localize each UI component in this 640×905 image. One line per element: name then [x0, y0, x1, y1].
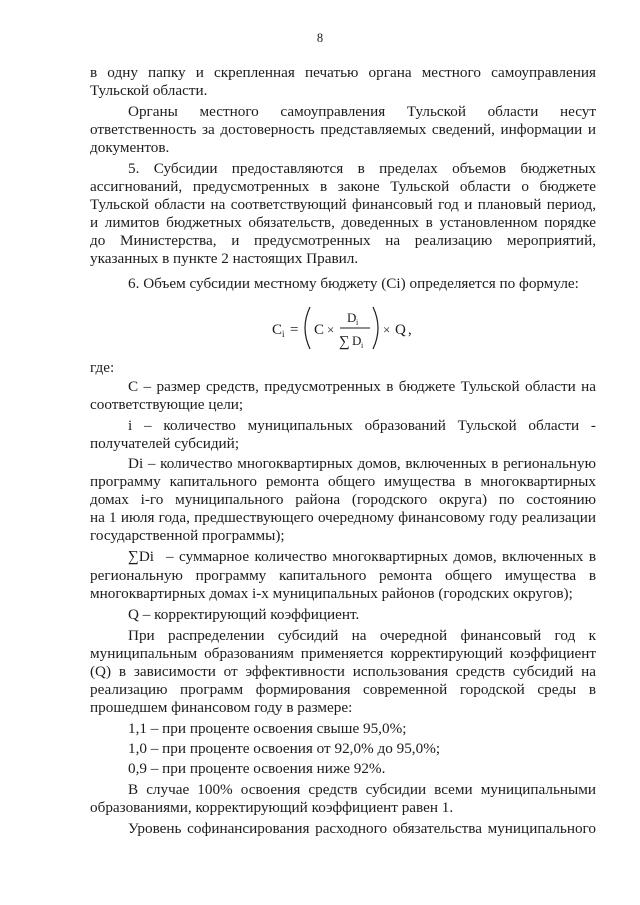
formula-num-sub: i: [356, 318, 359, 327]
formula-sum: ∑: [339, 334, 350, 350]
paragraph-line: 6. Объем субсидии местному бюджету (Ci) определяется по формуле:: [128, 275, 579, 292]
paragraph-line: домах i-го муниципального района (городского округа) по состоянию: [90, 491, 596, 508]
formula-num: D: [347, 310, 357, 325]
paragraph-line: В случае 100% освоения средств субсидии всеми муниципальными: [128, 781, 596, 798]
where-label: где:: [90, 359, 115, 376]
paragraph-line: на 1 июля года, предшествующего очередному финансовому году реализации: [90, 509, 596, 526]
paragraph-line: соответствующие цели;: [90, 396, 244, 413]
formula-times-2: ×: [383, 322, 391, 337]
paragraph-line: многоквартирных домах i-х муниципальных районов (городских округов);: [90, 585, 573, 602]
paragraph-line: Тульской области.: [90, 82, 208, 99]
paragraph-line: получателей субсидий;: [90, 435, 240, 452]
formula-den: D: [352, 333, 362, 348]
paragraph-line: 5. Субсидии предоставляются в пределах объемов бюджетных: [128, 160, 596, 177]
paragraph-line: Уровень софинансирования расходного обязательства муниципального: [128, 820, 596, 837]
paragraph-line: – суммарное количество многоквартирных домов, включенных в: [166, 548, 596, 565]
paragraph-line: образованиями, корректирующий коэффициент равен 1.: [90, 799, 454, 816]
left-paren: [305, 307, 310, 349]
coefficient-item: 1,1 – при проценте освоения свыше 95,0%;: [128, 720, 407, 737]
subsidy-formula: [270, 303, 430, 353]
paragraph-line: в одну папку и скрепленная печатью органа местного самоуправления: [90, 64, 596, 81]
formula-comma: ,: [408, 322, 412, 338]
paragraph-line: государственной программы);: [90, 527, 285, 544]
paragraph-line: прошедшем финансовом году в размере:: [90, 699, 353, 716]
paragraph-line: региональную программу капитального ремонта общего имущества в: [90, 567, 596, 584]
paragraph-line: С – размер средств, предусмотренных в бюджете Тульской области на: [128, 378, 596, 395]
sum-symbol: ∑Di: [128, 548, 155, 565]
formula-c: C: [314, 322, 325, 338]
paragraph-line: Q – корректирующий коэффициент.: [128, 606, 360, 623]
formula-lhs: C: [272, 322, 283, 338]
formula-lhs-sub: i: [282, 329, 285, 339]
coefficient-item: 0,9 – при проценте освоения ниже 92%.: [128, 760, 386, 777]
coefficient-item: 1,0 – при проценте освоения от 92,0% до 95,0%;: [128, 740, 441, 757]
formula-eq: =: [290, 322, 299, 338]
formula-times: ×: [327, 322, 335, 337]
paragraph-line: документов.: [90, 139, 170, 156]
paragraph-line: указанных в пункте 2 настоящих Правил.: [90, 250, 359, 267]
formula-den-sub: i: [361, 341, 364, 350]
paragraph-line: программу капитального ремонта общего имущества в многоквартирных: [90, 473, 596, 490]
paragraph-line: реализацию программ формирования современной городской среды в: [90, 681, 596, 698]
right-paren: [373, 307, 378, 349]
paragraph-line: i – количество муниципальных образований Тульской области -: [128, 417, 596, 434]
paragraph-line: до Министерства, и предусмотренных на реализацию мероприятий,: [90, 232, 596, 249]
paragraph-line: При распределении субсидий на очередной финансовый год к: [128, 627, 596, 644]
paragraph-line: ответственность за достоверность представляемых сведений, информации и: [90, 121, 596, 138]
paragraph-line: (Q) в зависимости от эффективности использования средств субсидий на: [90, 663, 596, 680]
page-number: 8: [316, 31, 324, 45]
paragraph-line: и лимитов бюджетных обязательств, доведенных в установленном порядке: [90, 214, 596, 231]
paragraph-line: Органы местного самоуправления Тульской области несут: [128, 103, 596, 120]
paragraph-line: ассигнований, предусмотренных в законе Тульской области о бюджете: [90, 178, 596, 195]
formula-q: Q: [395, 322, 406, 338]
paragraph-line: Di – количество многоквартирных домов, включенных в региональную: [128, 455, 596, 472]
paragraph-line: муниципальным образованиям применяется корректирующий коэффициент: [90, 645, 596, 662]
paragraph-line: Тульской области на соответствующий финансовый год и плановый период,: [90, 196, 596, 213]
